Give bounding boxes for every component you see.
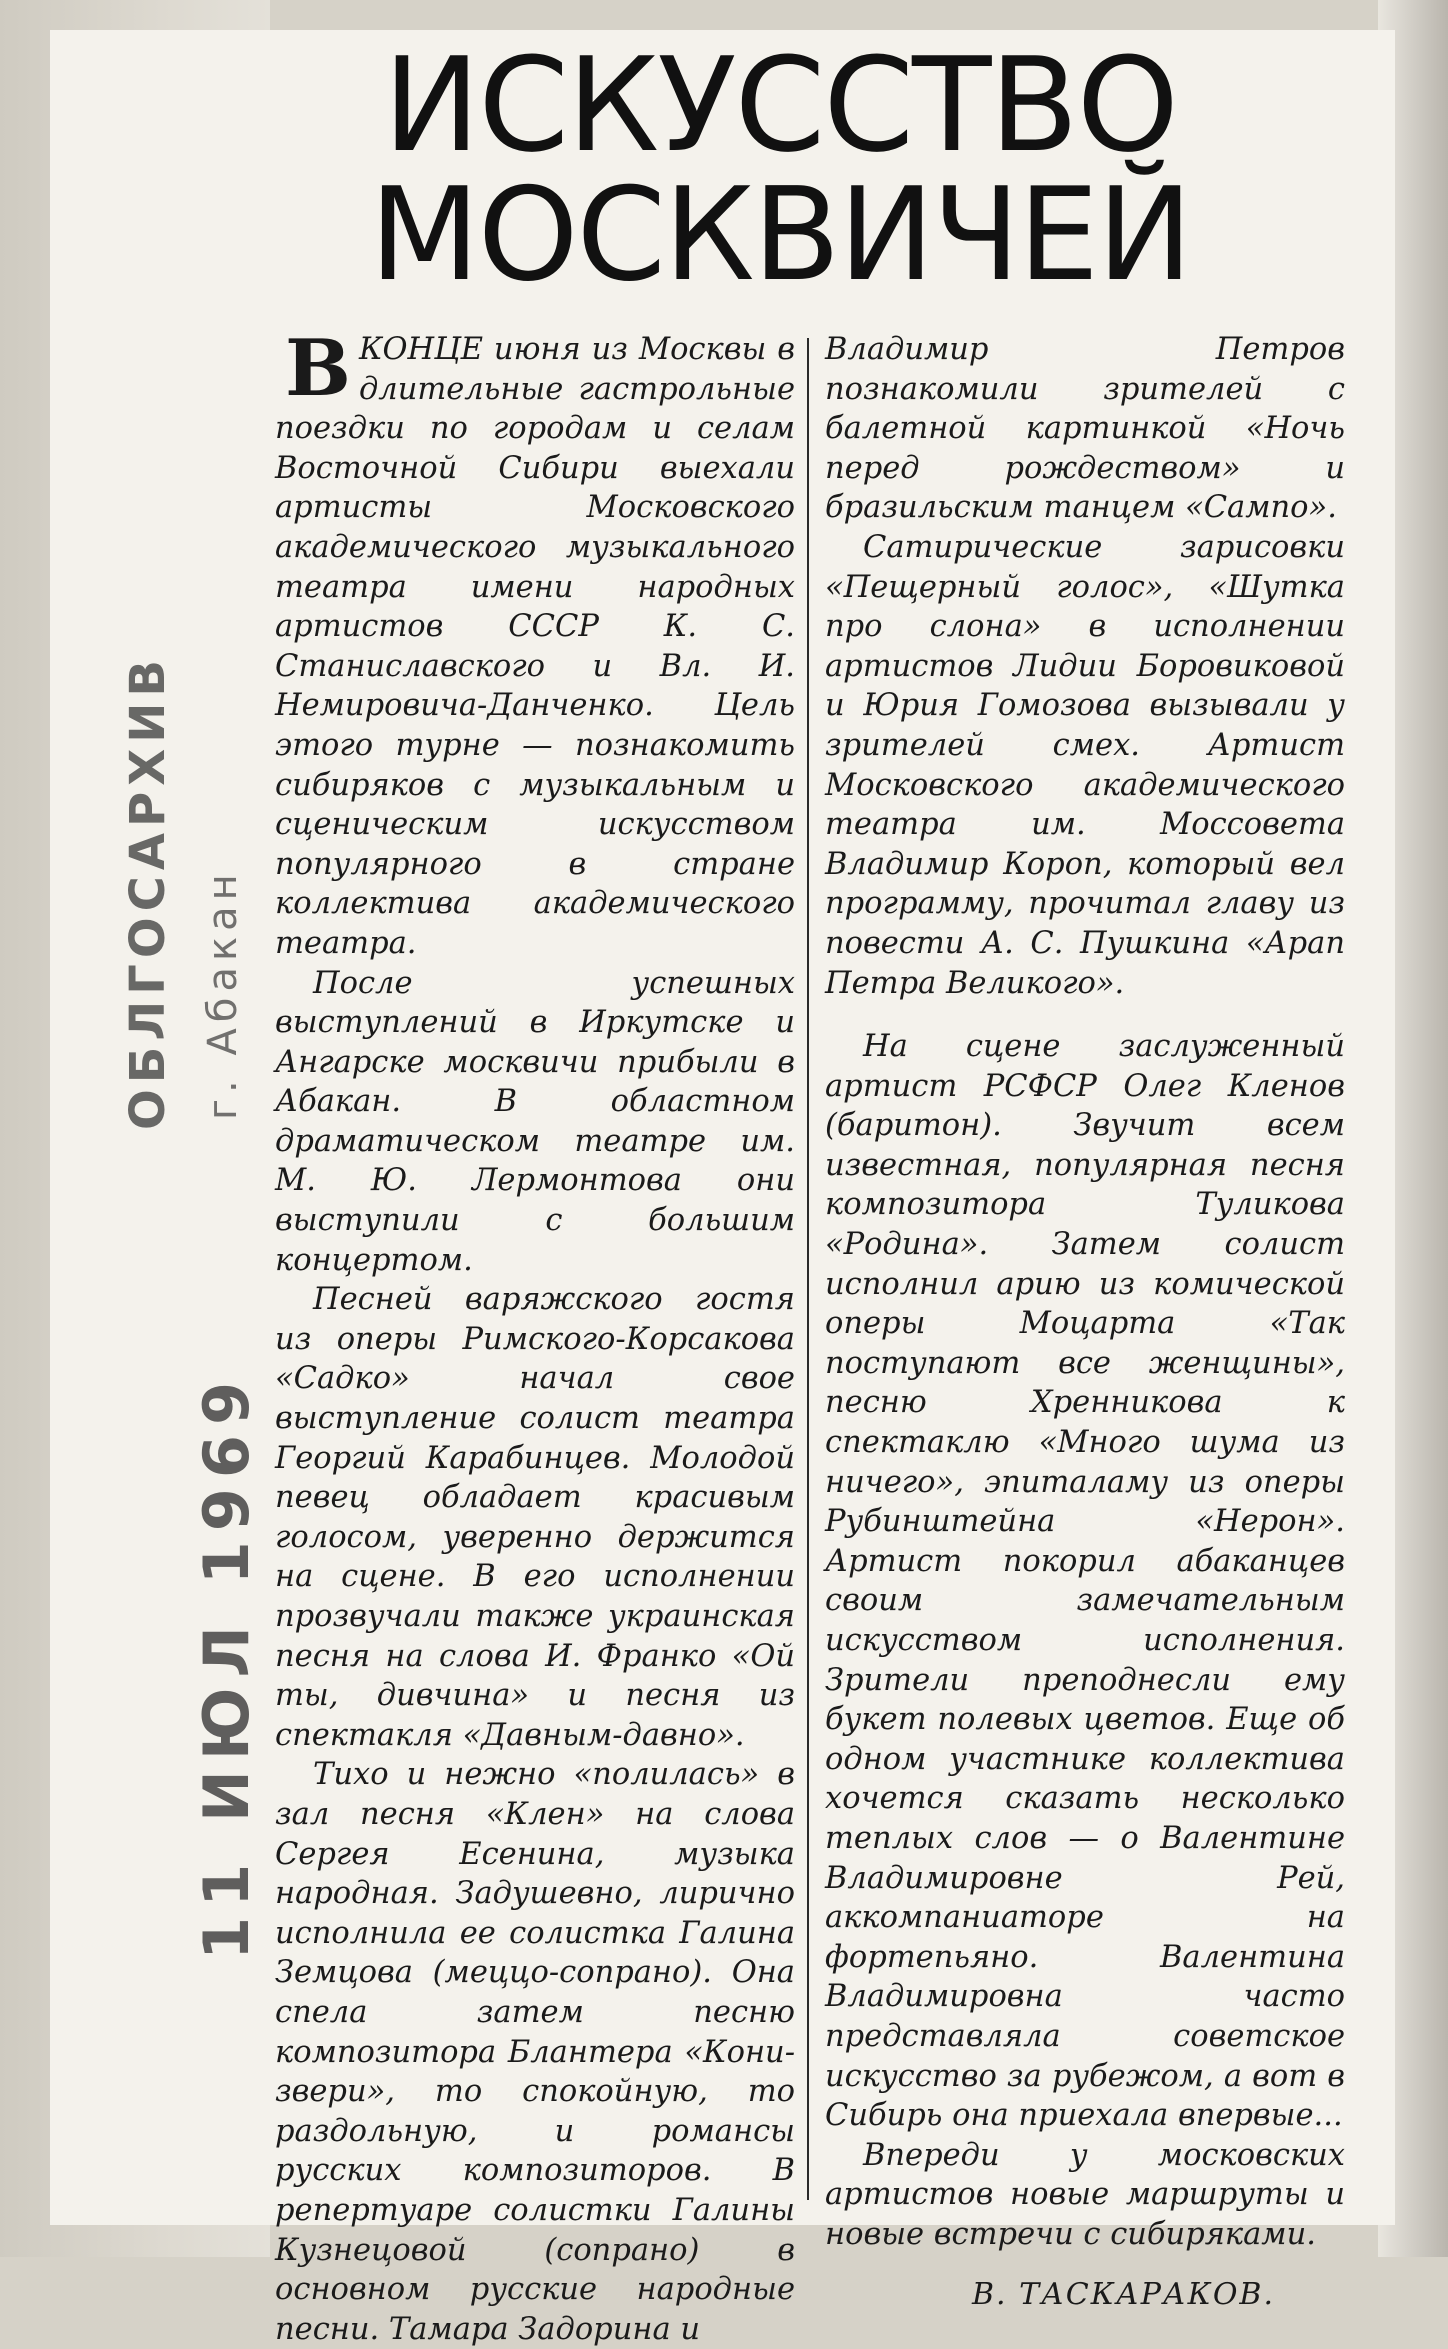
stamp-archive-name: ОБЛГОСАРХИВ	[120, 654, 176, 1130]
archive-stamp	[95, 640, 265, 2000]
article-paragraph: Песней варяжского гостя из оперы Римского-Корсакова «Садко» начал свое выступление солист театра Георгий Карабинцев. Молодой певец обладает красивым голосом, уверенно держится на сцене. В его исполнении прозвучали также украинская песня на слова И. Франко «Ой ты, дивчина» и песня из спектакля «Давным-давно».	[275, 1282, 795, 1753]
stamp-date: 11 ИЮЛ 1969	[190, 1371, 263, 1960]
stamp-city: г. Абакан	[200, 868, 246, 1120]
article-column-left	[275, 323, 795, 2349]
article-paragraph: Тихо и нежно «полилась» в зал песня «Клен» на слова Сергея Есенина, музыка народная. Задушевно, лирично исполнила ее солистка Галина Земцова (меццо-сопрано). Она спела затем песню композитора Блантера «Кони-звери», то спокойную, то раздольную, и романсы русских композиторов. В репертуаре солистки Галины Кузнецовой (сопрано) в основном русские народные песни. Тамара Задорина и	[275, 1757, 795, 2347]
article-column-right	[825, 330, 1345, 2314]
article-paragraph: Впереди у московских артистов новые маршруты и новые встречи с сибиряками.	[825, 2137, 1345, 2252]
headline-line-2: МОСКВИЧЕЙ	[369, 161, 1191, 310]
column-divider	[807, 338, 809, 2200]
article-paragraph: На сцене заслуженный артист РСФСР Олег Кленов (баритон). Звучит всем известная, популярная песня композитора Туликова «Родина». Затем солист исполнил арию из комической оперы Моцарта «Так поступают все женщины», песню Хренникова к спектаклю «Много шума из ничего», эпиталаму из оперы Рубинштейна «Нерон». Артист покорил абаканцев своим замечательным искусством исполнения. Зрители преподнесли ему букет полевых цветов. Еще об одном участнике коллектива хочется сказать несколько теплых слов — о Валентине Владимировне Рей, аккомпаниаторе на фортепьяно. Валентина Владимировна часто представляла советское искусство за рубежом, а вот в Сибирь она приехала впервые...	[825, 1029, 1345, 2134]
paragraph-text: КОНЦЕ июня из Москвы в длительные гастрольные поездки по городам и селам Восточной Сибири выехали артисты Московского академического музыкального театра имени народных артистов СССР К. С. Станиславского и Вл. И. Немировича-Данченко. Цель этого турне — познакомить сибиряков с музыкальным и сценическим искусством популярного в стране коллектива академического театра.	[275, 332, 795, 961]
article-paragraph	[275, 323, 795, 964]
headline-line-1: ИСКУССТВО	[383, 29, 1177, 181]
drop-cap: В	[285, 323, 351, 414]
article-paragraph: После успешных выступлений в Иркутске и Ангарске москвичи прибыли в Абакан. В областном драматическом театре им. М. Ю. Лермонтова они выступили с большим концертом.	[275, 965, 795, 1278]
article-paragraph: Владимир Петров познакомили зрителей с балетной картинкой «Ночь перед рождеством» и бразильским танцем «Сампо».	[825, 332, 1345, 526]
article-paragraph: Сатирические зарисовки «Пещерный голос», «Шутка про слона» в исполнении артистов Лидии Боровиковой и Юрия Гомозова вызывали у зрителей смех. Артист Московского академического театра им. Моссовета Владимир Короп, который вел программу, прочитал главу из повести А. С. Пушкина «Арап Петра Великого».	[825, 529, 1345, 1001]
author-byline: В. ТАСКАРАКОВ.	[971, 2276, 1275, 2312]
